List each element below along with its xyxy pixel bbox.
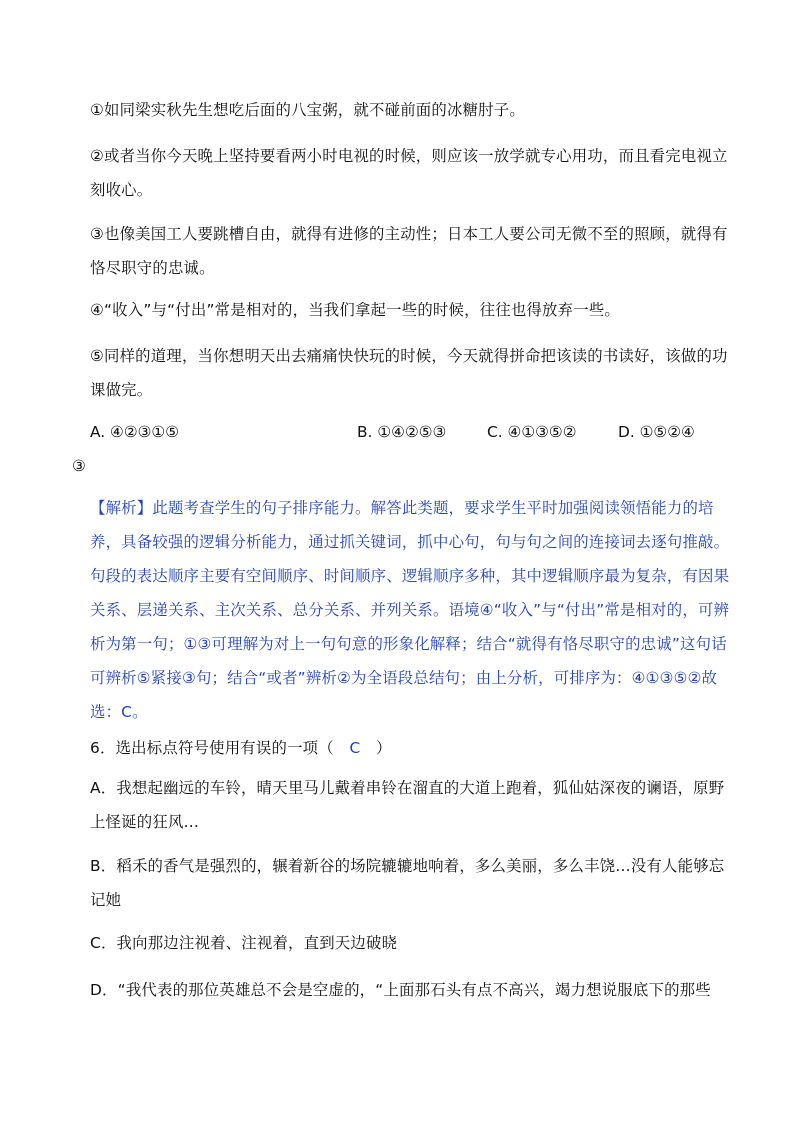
sentence-5: ⑤同样的道理，当你想明天出去痛痛快快玩的时候，今天就得拼命把该读的书读好，该做的功课做完。 xyxy=(90,347,728,399)
q6-option-a: A．我想起幽远的车铃，晴天里马儿戴着串铃在溜直的大道上跑着，狐仙姑深夜的谰语，原野上怪诞的狂风… xyxy=(90,779,725,831)
q5-option-d-wrap: ③ xyxy=(72,457,86,475)
sentence-4: ④“收入”与“付出”常是相对的，当我们拿起一些的时候，往往也得放弃一些。 xyxy=(90,301,621,319)
q6-option-b: B．稻禾的香气是强烈的，辗着新谷的场院辘辘地响着，多么美丽，多么丰饶…没有人能够忘记她 xyxy=(90,857,725,909)
q5-option-a: A. ④②③①⑤ xyxy=(90,423,180,441)
sentence-2: ②或者当你今天晚上坚持要看两小时电视的时候，则应该一放学就专心用功，而且看完电视立刻收心。 xyxy=(90,147,728,199)
analysis-text: 【解析】此题考查学生的句子排序能力。解答此类题，要求学生平时加强阅读领悟能力的培养，具备较强的逻辑分析能力，通过抓关键词，抓中心句，句与句之间的连接词去逐句推敲。句段的表达顺序主要有空间顺序、时间顺序、逻辑顺序多种，其中逻辑顺序最为复杂，有因果关系、层递关系、主次关系、总分关系、并列关系。语境④“收入”与“付出”常是相对的，可辨析为第一句；①③可理解为对上一句句意的形象化解释；结合“就得有恪尽职守的忠诚”这句话可辨析⑤紧接③句；结合“或者”辨析②为全语段总结句；由上分析，可排序为：④①③⑤②故选：C。 xyxy=(90,499,730,721)
sentence-1: ①如同梁实秋先生想吃后面的八宝粥，就不碰前面的冰糖肘子。 xyxy=(90,101,525,119)
q6-option-d: D．“我代表的那位英雄总不会是空虚的，“上面那石头有点不高兴，竭力想说服底下的那些 xyxy=(90,981,711,999)
q6-answer: C xyxy=(349,739,361,757)
q6-option-c: C．我向那边注视着、注视着，直到天边破晓 xyxy=(90,934,398,952)
q6-stem xyxy=(90,731,730,765)
q5-options xyxy=(90,415,750,449)
sentence-3: ③也像美国工人要跳槽自由，就得有进修的主动性；日本工人要公司无微不至的照顾，就得有恪尽职守的忠诚。 xyxy=(90,225,728,277)
q5-option-b: B. ①④②⑤③ xyxy=(357,423,447,441)
q6-stem-end: ） xyxy=(360,739,392,757)
q5-option-d: D. ①⑤②④ xyxy=(618,423,695,441)
q5-option-c: C. ④①③⑤② xyxy=(487,423,577,441)
q6-stem-text: 6．选出标点符号使用有误的一项（ xyxy=(90,739,350,757)
